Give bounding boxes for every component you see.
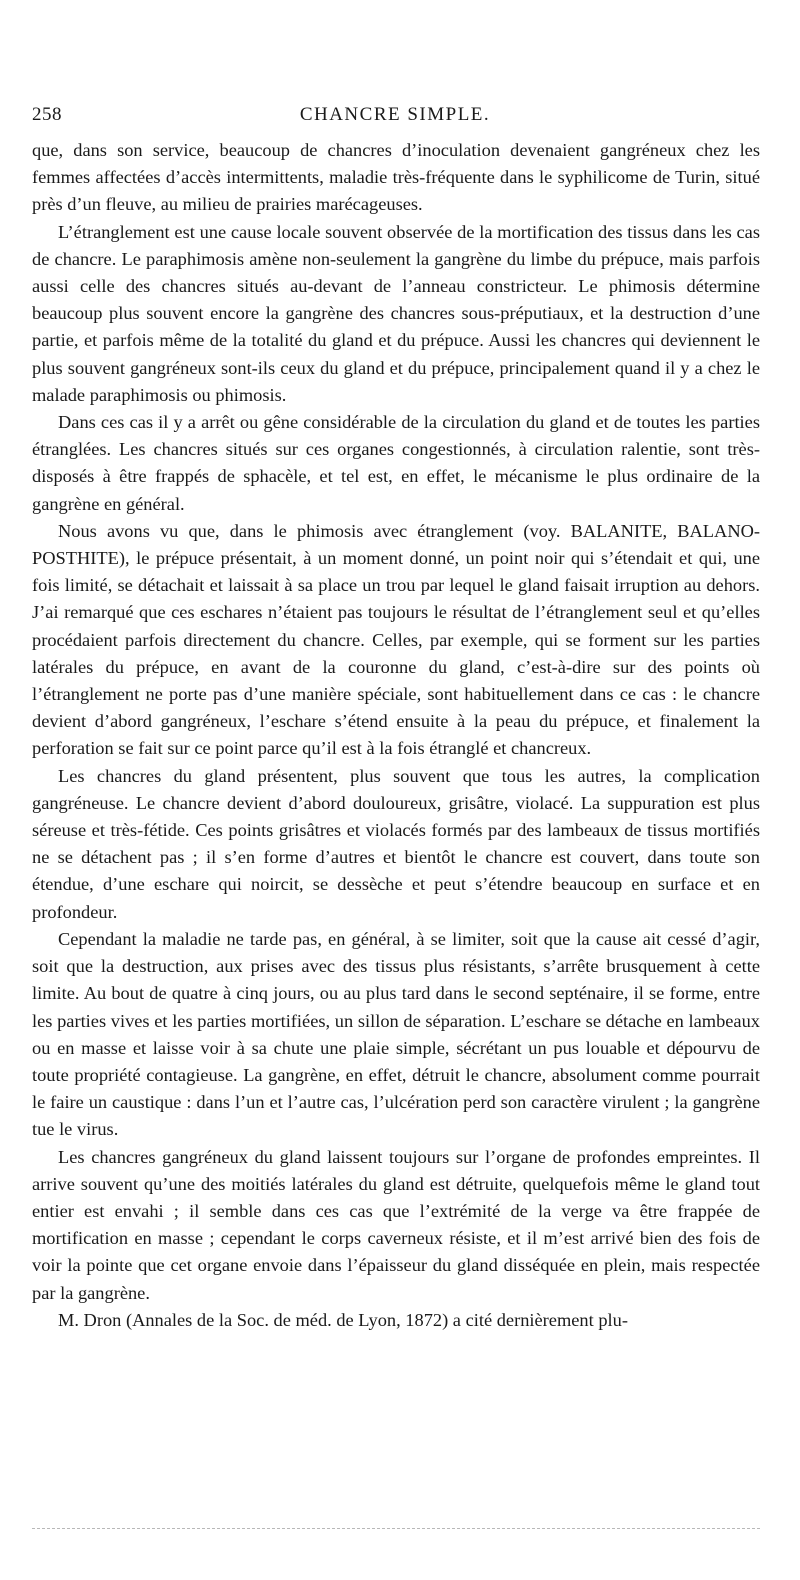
footer-rule xyxy=(32,1528,760,1529)
page-number: 258 xyxy=(32,104,62,125)
paragraph: Les chancres du gland présentent, plus souvent que tous les autres, la complication gangréneuse. Le chancre devient d’abord douloureux, grisâtre, violacé. La suppuration est plus séreuse et très-fétide. Ces points grisâtres et violacés formés par des lambeaux de tissus mortifiés ne se détachent pas ; il s’en forme d’autres et bientôt le chancre est couvert, dans toute son étendue, d’une eschare qui noircit, se dessèche et peut s’étendre beaucoup en surface et en profondeur. xyxy=(32,765,760,922)
paragraph: Dans ces cas il y a arrêt ou gêne considérable de la circulation du gland et de toutes les parties étranglées. Les chancres situés sur ces organes congestionnés, à circulation ralentie, sont très-disposés à être frappés de sphacèle, et tel est, en effet, le mécanisme le plus ordinaire de la gangrène en général. xyxy=(32,412,760,514)
paragraph: que, dans son service, beaucoup de chancres d’inoculation devenaient gangréneux chez les femmes affectées d’accès intermittents, maladie très-fréquente dans le syphilicome de Turin, situé près d’un fleuve, au milieu de prairies marécageuses. xyxy=(32,140,760,215)
running-head xyxy=(32,104,758,130)
paragraph: Les chancres gangréneux du gland laissent toujours sur l’organe de profondes empreintes. Il arrive souvent qu’une des moitiés latérales du gland est détruite, quelquefois même le gland tout entier est envahi ; il semble dans ces cas que l’extrémité de la verge va être frappée de mortification en masse ; cependant le corps caverneux résiste, et il m’est arrivé bien des fois de voir la pointe que cet organe envoie dans l’épaisseur du gland disséquée en plein, mais respectée par la gangrène. xyxy=(32,1146,760,1303)
paragraph: Nous avons vu que, dans le phimosis avec étranglement (voy. BALANITE, BALANO-POSTHITE), le prépuce présentait, à un moment donné, un point noir qui s’étendait et qui, une fois limité, se détachait et laissait à sa place un trou par lequel le gland faisait irruption au dehors. J’ai remarqué que ces eschares n’étaient pas toujours le résultat de l’étranglement seul et qu’elles procédaient parfois directement du chancre. Celles, par exemple, qui se forment sur les parties latérales du prépuce, en avant de la couronne du gland, c’est-à-dire sur des points où l’étranglement ne porte pas d’une manière spéciale, sont habituellement dans ce cas : le chancre devient d’abord gangréneux, l’eschare s’étend ensuite à la peau du prépuce, et finalement la perforation se fait sur ce point parce qu’il est à la fois étranglé et chancreux. xyxy=(32,520,760,759)
text-body xyxy=(32,137,760,1334)
paragraph: Cependant la maladie ne tarde pas, en général, à se limiter, soit que la cause ait cessé d’agir, soit que la destruction, aux prises avec des tissus plus résistants, s’arrête brusquement à cette limite. Au bout de quatre à cinq jours, ou au plus tard dans le second septénaire, il se forme, entre les parties vives et les parties mortifiées, un sillon de séparation. L’eschare se détache en lambeaux ou en masse et laisse voir à sa chute une plaie simple, sécrétant un pus louable et dépourvu de toute propriété contagieuse. La gangrène, en effet, détruit le chancre, absolument comme pourrait le faire un caustique : dans l’un et l’autre cas, l’ulcération perd son caractère virulent ; la gangrène tue le virus. xyxy=(32,928,760,1140)
paragraph: M. Dron (Annales de la Soc. de méd. de Lyon, 1872) a cité dernièrement plu- xyxy=(58,1309,628,1330)
paragraph: L’étranglement est une cause locale souvent observée de la mortification des tissus dans les cas de chancre. Le paraphimosis amène non-seulement la gangrène du limbe du prépuce, mais parfois aussi celle des chancres situés au-devant de l’anneau constricteur. Le phimosis détermine beaucoup plus souvent encore la gangrène des chancres sous-préputiaux, et la destruction d’une partie, et parfois même de la totalité du gland et du prépuce. Aussi les chancres qui deviennent le plus souvent gangréneux sont-ils ceux du gland et du prépuce, principalement quand il y a chez le malade paraphimosis ou phimosis. xyxy=(32,221,760,405)
running-title: CHANCRE SIMPLE. xyxy=(299,104,491,125)
